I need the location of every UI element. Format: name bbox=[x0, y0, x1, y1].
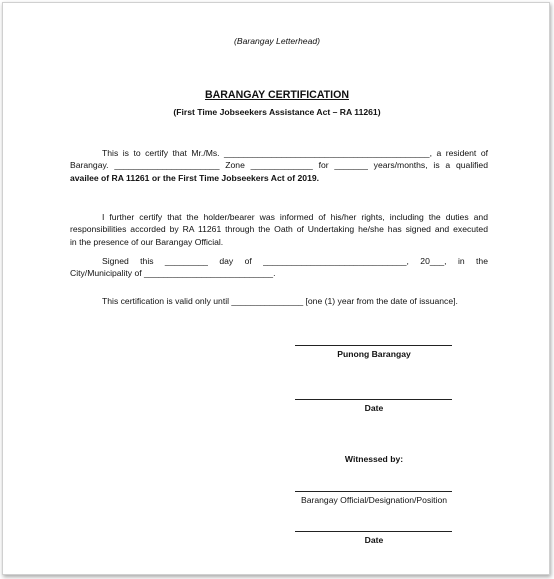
date-line-2 bbox=[295, 531, 452, 532]
punong-barangay-label: Punong Barangay bbox=[337, 349, 411, 359]
paragraph-line: responsibilities accorded by RA 11261 through the Oath of Undertaking he/she has signed and executed bbox=[70, 224, 488, 235]
date-line-1 bbox=[295, 399, 452, 400]
document-subtitle: (First Time Jobseekers Assistance Act – RA 11261) bbox=[173, 107, 381, 117]
validity-paragraph bbox=[70, 295, 488, 307]
paragraph-line: Barangay. ______________________ Zone _____________ for _______ years/months, is a qualified bbox=[70, 160, 488, 171]
paragraph-line: This is to certify that Mr./Ms. ___________________________________________, a resident of bbox=[102, 148, 488, 158]
paragraph-line: Signed this _________ day of ______________________________, 20___, in the bbox=[102, 256, 488, 266]
paragraph-line: I further certify that the holder/bearer was informed of his/her rights, including the duties and bbox=[102, 212, 488, 222]
date-label-2: Date bbox=[364, 535, 384, 545]
certificate-page bbox=[2, 2, 550, 575]
document-title: BARANGAY CERTIFICATION bbox=[204, 89, 349, 101]
paragraph-line: This certification is valid only until _______________ [one (1) year from the date of issuance]. bbox=[102, 296, 458, 306]
witnessed-by-label: Witnessed by: bbox=[344, 454, 404, 464]
paragraph-line: in the presence of our Barangay Official. bbox=[70, 236, 224, 247]
signed-paragraph bbox=[70, 255, 488, 280]
signature-line-punong-barangay bbox=[295, 345, 452, 346]
paragraph-line-bold: availee of RA 11261 or the First Time Jobseekers Act of 2019. bbox=[70, 172, 320, 183]
paragraph-line: City/Municipality of ___________________________. bbox=[70, 268, 276, 279]
certification-paragraph bbox=[70, 147, 488, 184]
date-label-1: Date bbox=[364, 403, 384, 413]
signature-line-official bbox=[295, 491, 452, 492]
rights-paragraph bbox=[70, 211, 488, 248]
official-designation-label: Barangay Official/Designation/Position bbox=[300, 495, 448, 505]
letterhead-placeholder: (Barangay Letterhead) bbox=[234, 36, 320, 46]
